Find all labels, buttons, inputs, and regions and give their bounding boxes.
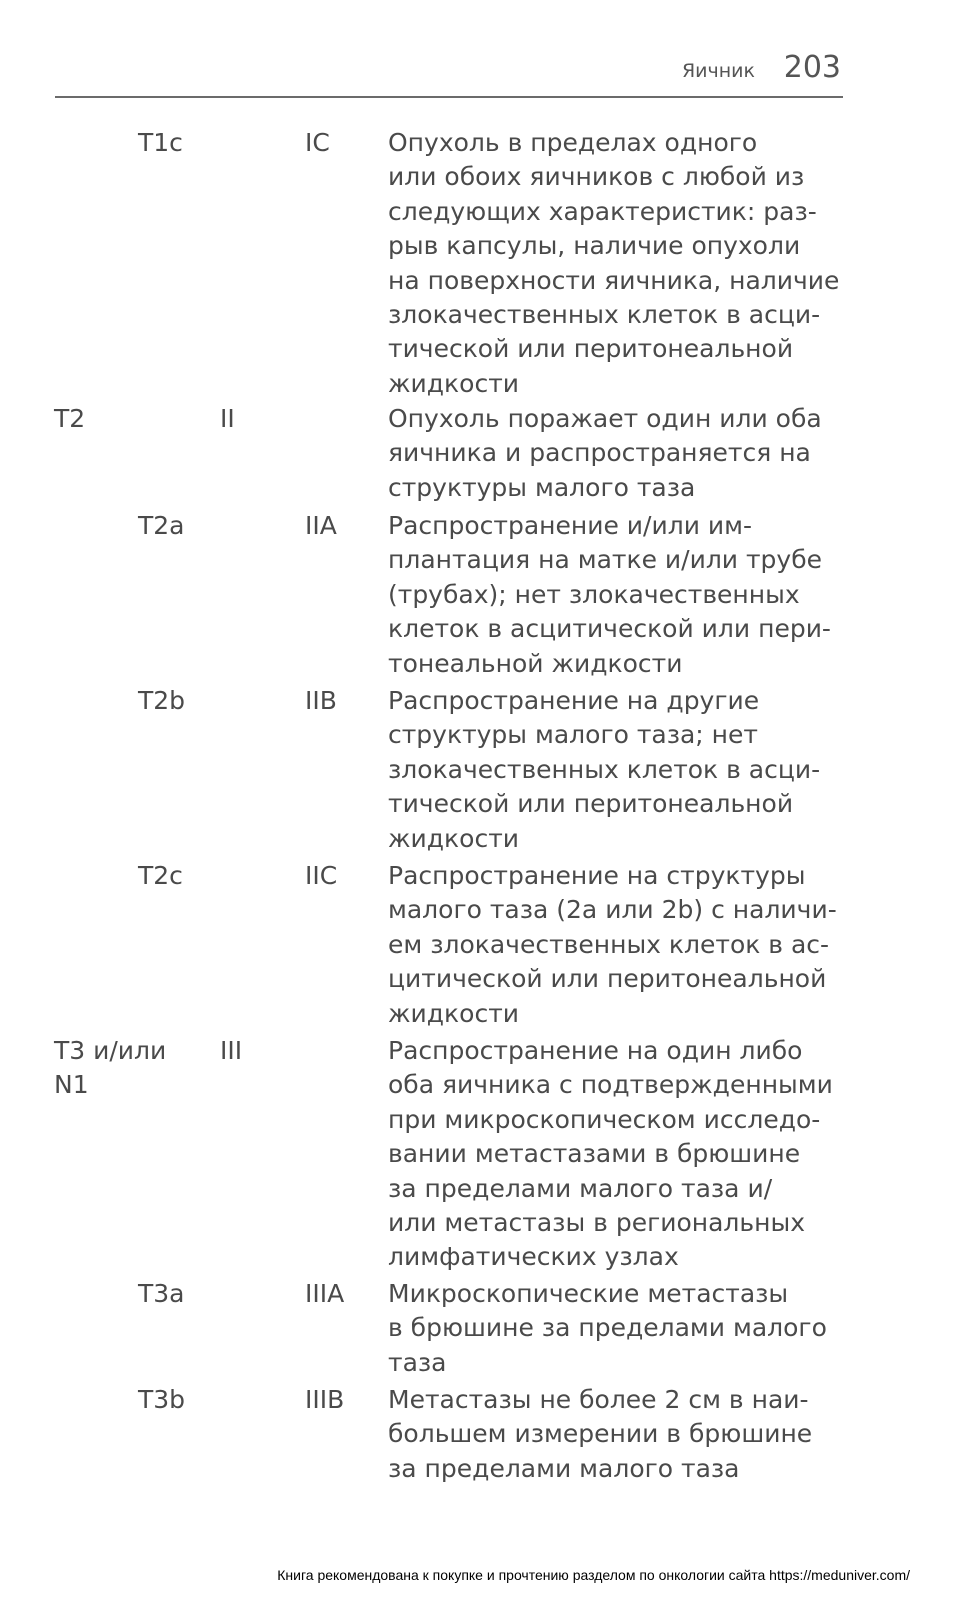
stage-description: Распространение на один либо оба яичника с подтвержденными при микроскопическом исследо- вании метастазами в брюшине за пределами малого таза и/ или метастазы в региональных лимфатических узлах [388,1036,833,1272]
substage-code: T2a [138,511,185,540]
stage-description: Опухоль поражает один или оба яичника и распространяется на структуры малого таза [388,404,822,502]
substage-code: T3b [138,1385,186,1414]
substage-code: T3a [138,1279,185,1308]
page-number: 203 [783,50,841,85]
figo-stage: III [220,1036,243,1065]
figo-stage: IIB [305,686,337,715]
figo-stage: IIIA [305,1279,345,1308]
stage-description: Распространение и/или им- плантация на матке и/или трубе (трубах); нет злокачественных клеток в асцитической или пери- тонеальной жидкости [388,511,831,678]
stage-description: Распространение на другие структуры малого таза; нет злокачественных клеток в асци- тической или перитонеальной жидкости [388,686,821,853]
figo-stage: IIA [305,511,337,540]
substage-code: T1c [138,128,183,157]
tnm-category: T2 [54,404,86,433]
figo-stage: IIC [305,861,338,890]
figo-stage: IC [305,128,330,157]
figo-stage: II [220,404,235,433]
page-header [55,48,843,98]
stage-description: Опухоль в пределах одного или обоих яичников с любой из следующих характеристик: раз- рыв капсулы, наличие опухоли на поверхности яичника, наличие злокачественных клеток в асци- тической или перитонеальной жидкости [388,128,840,398]
running-head-section: Яичник [681,60,755,82]
substage-code: T2c [138,861,183,890]
figo-stage: IIIB [305,1385,345,1414]
tnm-category: T3 и/или N1 [54,1036,167,1100]
footer-note: Книга рекомендована к покупке и прочтению разделом по онкологии сайта https://meduniver.com/ [277,1567,910,1583]
substage-code: T2b [138,686,186,715]
stage-description: Микроскопические метастазы в брюшине за пределами малого таза [388,1279,827,1377]
stage-description: Распространение на структуры малого таза (2а или 2b) с наличи- ем злокачественных клеток в ас- цитической или перитонеальной жидкости [388,861,837,1028]
stage-description: Метастазы не более 2 см в наи- большем измерении в брюшине за пределами малого таза [388,1385,813,1483]
